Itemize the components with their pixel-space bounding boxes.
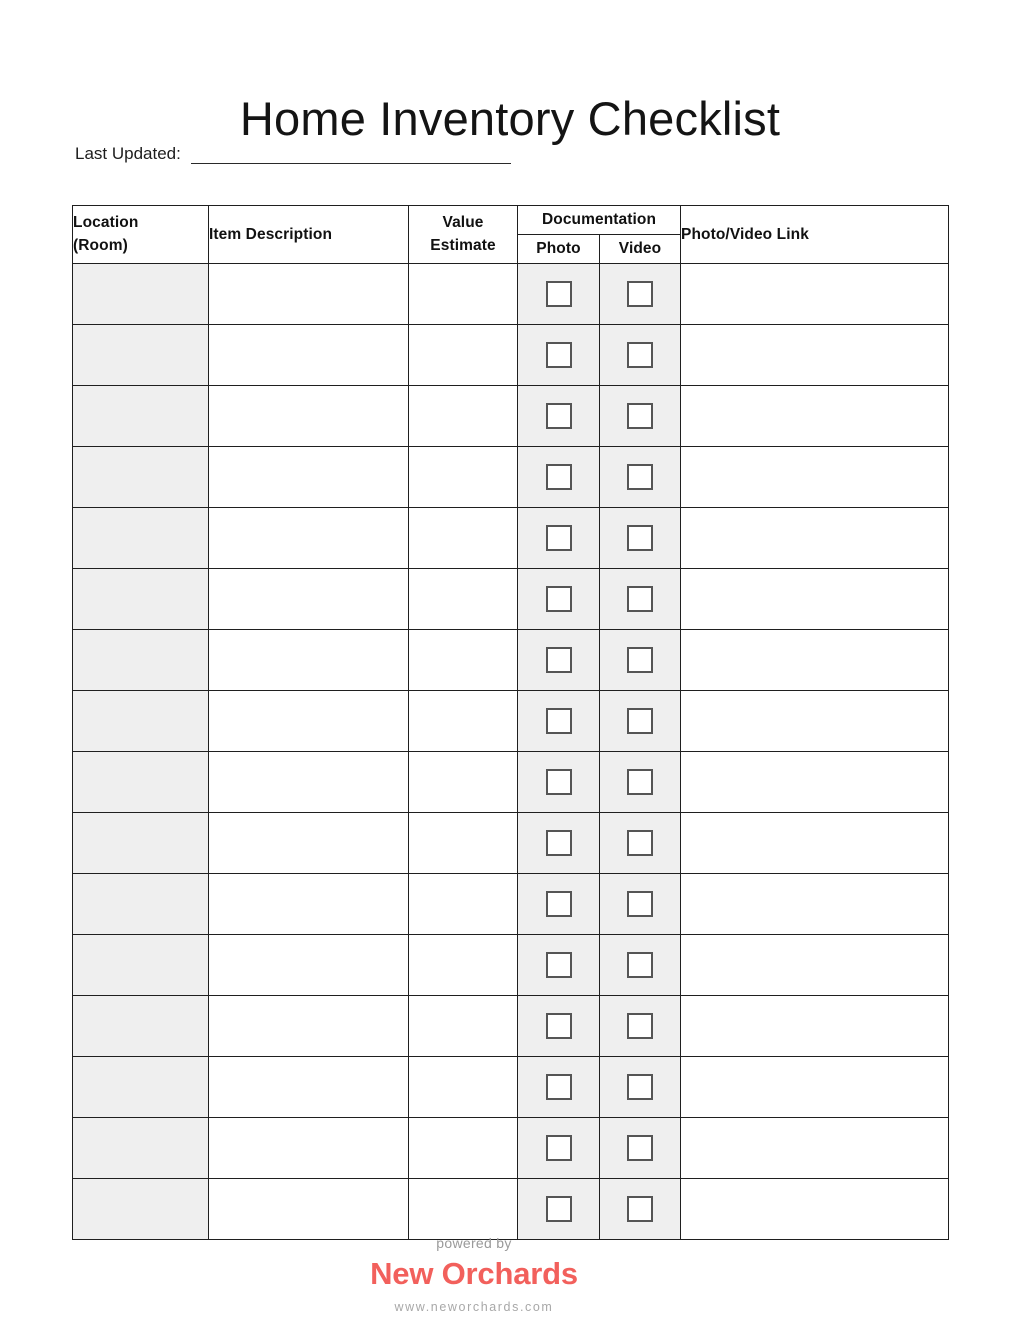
cell-item-description[interactable] xyxy=(209,752,409,813)
cell-photo-checkbox[interactable] xyxy=(518,874,600,935)
cell-item-description[interactable] xyxy=(209,508,409,569)
cell-value-estimate[interactable] xyxy=(409,874,518,935)
cell-photo-video-link[interactable] xyxy=(681,813,949,874)
cell-photo-video-link[interactable] xyxy=(681,630,949,691)
table-row xyxy=(73,1179,949,1240)
photo-checkbox-icon[interactable] xyxy=(546,464,572,490)
cell-photo-checkbox[interactable] xyxy=(518,691,600,752)
table-row xyxy=(73,630,949,691)
cell-photo-checkbox[interactable] xyxy=(518,386,600,447)
cell-item-description[interactable] xyxy=(209,447,409,508)
cell-value-estimate[interactable] xyxy=(409,264,518,325)
cell-location[interactable] xyxy=(73,1179,209,1240)
cell-video-checkbox[interactable] xyxy=(600,1057,681,1118)
page-title: Home Inventory Checklist xyxy=(239,92,781,146)
footer-brand-name: New Orchards xyxy=(370,1256,578,1292)
cell-value-estimate[interactable] xyxy=(409,1179,518,1240)
photo-checkbox-icon[interactable] xyxy=(546,830,572,856)
cell-location[interactable] xyxy=(73,752,209,813)
table-body xyxy=(73,264,949,1240)
cell-value-estimate[interactable] xyxy=(409,752,518,813)
cell-value-estimate[interactable] xyxy=(409,630,518,691)
cell-item-description[interactable] xyxy=(209,813,409,874)
cell-item-description[interactable] xyxy=(209,569,409,630)
cell-item-description[interactable] xyxy=(209,996,409,1057)
column-header-photo: Photo xyxy=(518,235,600,264)
table-row xyxy=(73,813,949,874)
cell-value-estimate[interactable] xyxy=(409,691,518,752)
table-row xyxy=(73,1118,949,1179)
cell-photo-video-link[interactable] xyxy=(681,1179,949,1240)
cell-photo-checkbox[interactable] xyxy=(518,264,600,325)
cell-video-checkbox[interactable] xyxy=(600,1179,681,1240)
video-checkbox-icon[interactable] xyxy=(627,281,653,307)
cell-photo-video-link[interactable] xyxy=(681,325,949,386)
cell-video-checkbox[interactable] xyxy=(600,691,681,752)
video-checkbox-icon[interactable] xyxy=(627,464,653,490)
cell-item-description[interactable] xyxy=(209,325,409,386)
column-header-photo-video-link: Photo/Video Link xyxy=(681,206,949,264)
photo-checkbox-icon[interactable] xyxy=(546,1074,572,1100)
cell-item-description[interactable] xyxy=(209,264,409,325)
column-header-documentation: Documentation xyxy=(518,206,681,235)
cell-item-description[interactable] xyxy=(209,935,409,996)
cell-video-checkbox[interactable] xyxy=(600,325,681,386)
column-header-item-description: Item Description xyxy=(209,206,409,264)
photo-checkbox-icon[interactable] xyxy=(546,403,572,429)
cell-photo-video-link[interactable] xyxy=(681,264,949,325)
cell-location[interactable] xyxy=(73,630,209,691)
cell-video-checkbox[interactable] xyxy=(600,935,681,996)
cell-location[interactable] xyxy=(73,569,209,630)
cell-item-description[interactable] xyxy=(209,691,409,752)
cell-location[interactable] xyxy=(73,813,209,874)
cell-video-checkbox[interactable] xyxy=(600,508,681,569)
table-row xyxy=(73,569,949,630)
photo-checkbox-icon[interactable] xyxy=(546,586,572,612)
table-row xyxy=(73,1057,949,1118)
table-row xyxy=(73,447,949,508)
cell-photo-video-link[interactable] xyxy=(681,1118,949,1179)
cell-video-checkbox[interactable] xyxy=(600,569,681,630)
cell-item-description[interactable] xyxy=(209,874,409,935)
video-checkbox-icon[interactable] xyxy=(627,1013,653,1039)
cell-photo-checkbox[interactable] xyxy=(518,508,600,569)
cell-photo-checkbox[interactable] xyxy=(518,447,600,508)
cell-value-estimate[interactable] xyxy=(409,935,518,996)
cell-photo-checkbox[interactable] xyxy=(518,935,600,996)
video-checkbox-icon[interactable] xyxy=(627,1135,653,1161)
cell-photo-checkbox[interactable] xyxy=(518,752,600,813)
photo-checkbox-icon[interactable] xyxy=(546,647,572,673)
cell-photo-video-link[interactable] xyxy=(681,691,949,752)
last-updated-input-line[interactable] xyxy=(191,149,511,164)
photo-checkbox-icon[interactable] xyxy=(546,342,572,368)
cell-value-estimate[interactable] xyxy=(409,325,518,386)
cell-value-estimate[interactable] xyxy=(409,447,518,508)
video-checkbox-icon[interactable] xyxy=(627,830,653,856)
inventory-table xyxy=(72,205,949,1240)
table-row xyxy=(73,935,949,996)
cell-photo-checkbox[interactable] xyxy=(518,813,600,874)
cell-value-estimate[interactable] xyxy=(409,813,518,874)
photo-checkbox-icon[interactable] xyxy=(546,1196,572,1222)
column-header-location xyxy=(73,206,209,264)
table-row xyxy=(73,264,949,325)
cell-video-checkbox[interactable] xyxy=(600,874,681,935)
video-checkbox-icon[interactable] xyxy=(627,1074,653,1100)
footer-website-url[interactable]: www.neworchards.com xyxy=(394,1300,554,1315)
table-row xyxy=(73,691,949,752)
cell-location[interactable] xyxy=(73,447,209,508)
column-header-value-estimate xyxy=(409,206,518,264)
cell-value-estimate[interactable] xyxy=(409,508,518,569)
video-checkbox-icon[interactable] xyxy=(627,1196,653,1222)
cell-video-checkbox[interactable] xyxy=(600,630,681,691)
cell-photo-video-link[interactable] xyxy=(681,508,949,569)
column-header-value-line1: Value xyxy=(442,214,484,232)
column-header-location-line2: (Room) xyxy=(73,236,128,254)
table-header xyxy=(73,206,949,264)
cell-video-checkbox[interactable] xyxy=(600,264,681,325)
video-checkbox-icon[interactable] xyxy=(627,342,653,368)
photo-checkbox-icon[interactable] xyxy=(546,525,572,551)
photo-checkbox-icon[interactable] xyxy=(546,769,572,795)
photo-checkbox-icon[interactable] xyxy=(546,281,572,307)
video-checkbox-icon[interactable] xyxy=(627,525,653,551)
cell-location[interactable] xyxy=(73,996,209,1057)
table-row xyxy=(73,874,949,935)
cell-video-checkbox[interactable] xyxy=(600,386,681,447)
video-checkbox-icon[interactable] xyxy=(627,647,653,673)
cell-video-checkbox[interactable] xyxy=(600,752,681,813)
video-checkbox-icon[interactable] xyxy=(627,769,653,795)
cell-video-checkbox[interactable] xyxy=(600,996,681,1057)
column-header-value-line2: Estimate xyxy=(430,236,496,254)
video-checkbox-icon[interactable] xyxy=(627,708,653,734)
video-checkbox-icon[interactable] xyxy=(627,952,653,978)
cell-photo-checkbox[interactable] xyxy=(518,1057,600,1118)
video-checkbox-icon[interactable] xyxy=(627,586,653,612)
table-row xyxy=(73,325,949,386)
cell-photo-checkbox[interactable] xyxy=(518,1118,600,1179)
video-checkbox-icon[interactable] xyxy=(627,403,653,429)
cell-video-checkbox[interactable] xyxy=(600,447,681,508)
cell-photo-video-link[interactable] xyxy=(681,874,949,935)
column-header-location-line1: Location xyxy=(73,214,139,232)
cell-video-checkbox[interactable] xyxy=(600,1118,681,1179)
table-row xyxy=(73,996,949,1057)
cell-location[interactable] xyxy=(73,1118,209,1179)
table-header-row-primary xyxy=(73,206,949,235)
table-row xyxy=(73,752,949,813)
cell-photo-video-link[interactable] xyxy=(681,569,949,630)
column-header-video: Video xyxy=(600,235,681,264)
cell-photo-video-link[interactable] xyxy=(681,752,949,813)
video-checkbox-icon[interactable] xyxy=(627,891,653,917)
cell-photo-checkbox[interactable] xyxy=(518,325,600,386)
cell-photo-checkbox[interactable] xyxy=(518,630,600,691)
cell-value-estimate[interactable] xyxy=(409,1118,518,1179)
table-row xyxy=(73,508,949,569)
cell-value-estimate[interactable] xyxy=(409,569,518,630)
photo-checkbox-icon[interactable] xyxy=(546,1013,572,1039)
last-updated-field xyxy=(75,145,511,164)
cell-value-estimate[interactable] xyxy=(409,1057,518,1118)
cell-item-description[interactable] xyxy=(209,1179,409,1240)
cell-photo-checkbox[interactable] xyxy=(518,1179,600,1240)
cell-location[interactable] xyxy=(73,935,209,996)
cell-photo-checkbox[interactable] xyxy=(518,996,600,1057)
cell-location[interactable] xyxy=(73,508,209,569)
cell-location[interactable] xyxy=(73,691,209,752)
last-updated-label: Last Updated: xyxy=(75,144,181,163)
cell-photo-video-link[interactable] xyxy=(681,1057,949,1118)
photo-checkbox-icon[interactable] xyxy=(546,1135,572,1161)
cell-item-description[interactable] xyxy=(209,1118,409,1179)
photo-checkbox-icon[interactable] xyxy=(546,891,572,917)
cell-location[interactable] xyxy=(73,386,209,447)
cell-item-description[interactable] xyxy=(209,386,409,447)
cell-photo-video-link[interactable] xyxy=(681,935,949,996)
cell-photo-checkbox[interactable] xyxy=(518,569,600,630)
photo-checkbox-icon[interactable] xyxy=(546,708,572,734)
cell-video-checkbox[interactable] xyxy=(600,813,681,874)
cell-location[interactable] xyxy=(73,1057,209,1118)
footer-powered-by-text: powered by xyxy=(436,1235,512,1251)
cell-photo-video-link[interactable] xyxy=(681,386,949,447)
cell-photo-video-link[interactable] xyxy=(681,996,949,1057)
cell-location[interactable] xyxy=(73,874,209,935)
footer-branding xyxy=(0,1234,948,1317)
cell-value-estimate[interactable] xyxy=(409,386,518,447)
photo-checkbox-icon[interactable] xyxy=(546,952,572,978)
table-row xyxy=(73,386,949,447)
cell-item-description[interactable] xyxy=(209,1057,409,1118)
cell-value-estimate[interactable] xyxy=(409,996,518,1057)
cell-item-description[interactable] xyxy=(209,630,409,691)
cell-location[interactable] xyxy=(73,325,209,386)
cell-location[interactable] xyxy=(73,264,209,325)
cell-photo-video-link[interactable] xyxy=(681,447,949,508)
